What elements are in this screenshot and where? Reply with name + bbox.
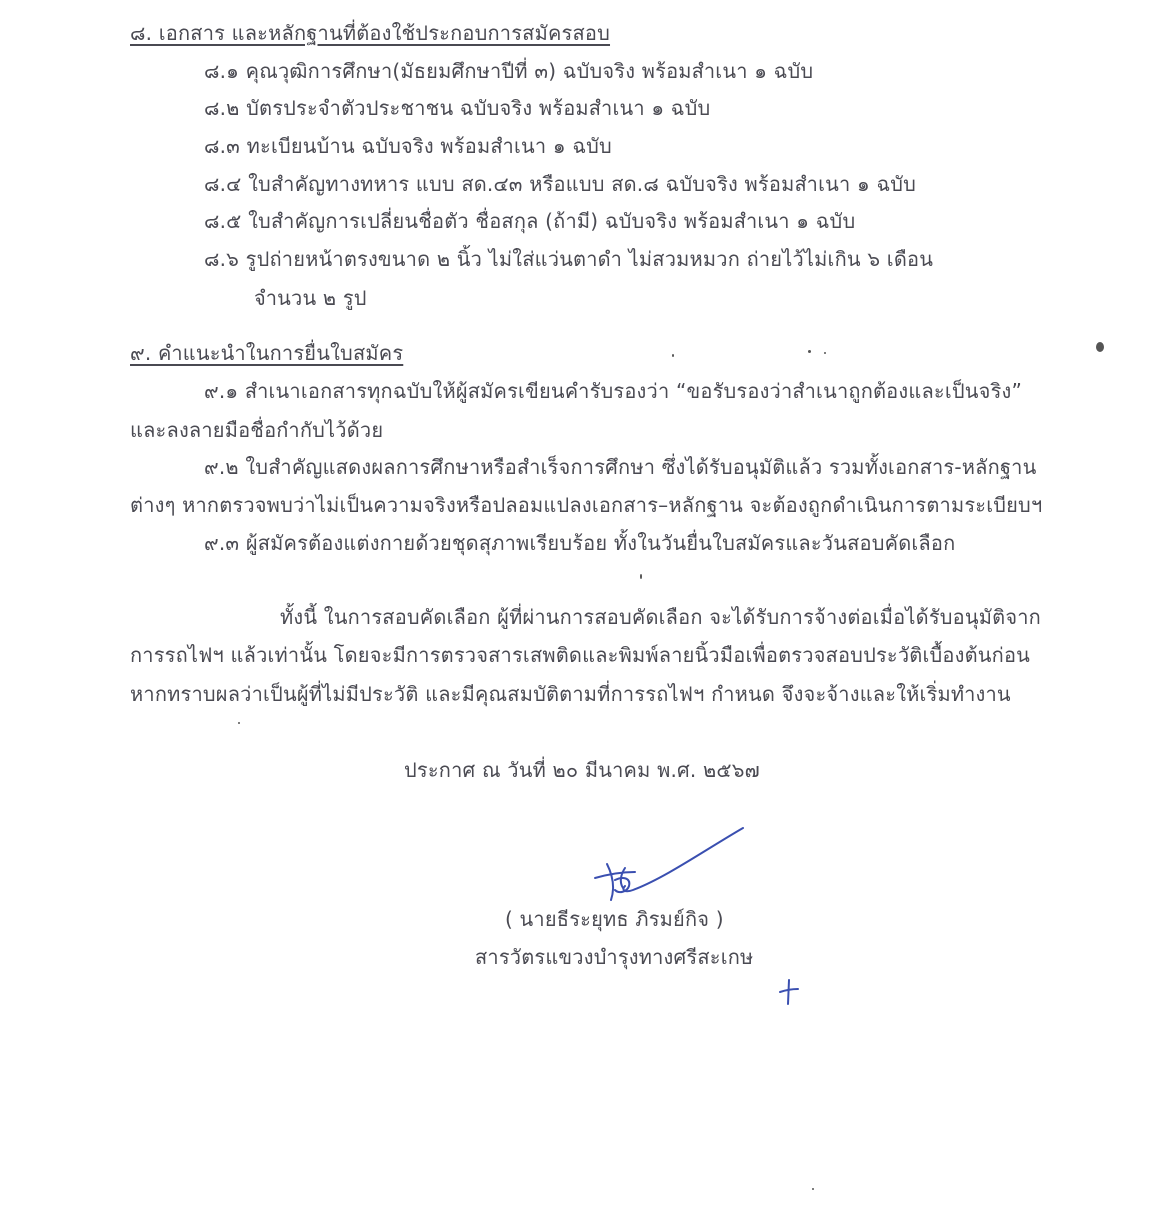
- closing-line-1: ทั้งนี้ ในการสอบคัดเลือก ผู้ที่ผ่านการสอบคัดเลือก จะได้รับการจ้างต่อเมื่อได้รับอนุมัติจาก: [280, 605, 1041, 629]
- closing-line-2: การรถไฟฯ แล้วเท่านั้น โดยจะมีการตรวจสารเสพติดและพิมพ์ลายนิ้วมือเพื่อตรวจสอบประวัติเบื้องต้นก่อน: [130, 643, 1031, 667]
- section-8-item-4: ๘.๔ ใบสำคัญทางทหาร แบบ สด.๔๓ หรือแบบ สด.๘ ฉบับจริง พร้อมสำเนา ๑ ฉบับ: [204, 172, 917, 196]
- section-9-item-3: ๙.๓ ผู้สมัครต้องแต่งกายด้วยชุดสุภาพเรียบร้อย ทั้งในวันยื่นใบสมัครและวันสอบคัดเลือก: [204, 531, 956, 555]
- section-8-item-2: ๘.๒ บัตรประจำตัวประชาชน ฉบับจริง พร้อมสำเนา ๑ ฉบับ: [204, 96, 711, 120]
- handwritten-signature: [585, 820, 755, 910]
- scan-speck: [640, 574, 642, 579]
- section-9-item-2-line-2: ต่างๆ หากตรวจพบว่าไม่เป็นความจริงหรือปลอมแปลงเอกสาร–หลักฐาน จะต้องถูกดำเนินการตามระเบียบฯ: [130, 493, 1043, 517]
- section-9-heading: ๙. คำแนะนำในการยื่นใบสมัคร: [130, 341, 404, 365]
- section-9-item-1-line-2: และลงลายมือชื่อกำกับไว้ด้วย: [130, 418, 384, 442]
- ink-mark: [776, 978, 802, 1006]
- scan-speck: [808, 350, 811, 353]
- section-8-item-6-continuation: จำนวน ๒ รูป: [254, 286, 367, 310]
- section-8-item-1: ๘.๑ คุณวุฒิการศึกษา(มัธยมศึกษาปีที่ ๓) ฉบับจริง พร้อมสำเนา ๑ ฉบับ: [204, 59, 814, 83]
- section-8-item-3: ๘.๓ ทะเบียนบ้าน ฉบับจริง พร้อมสำเนา ๑ ฉบับ: [204, 134, 612, 158]
- signatory-position: สารวัตรแขวงบำรุงทางศรีสะเกษ: [475, 945, 754, 969]
- section-8-item-6: ๘.๖ รูปถ่ายหน้าตรงขนาด ๒ นิ้ว ไม่ใส่แว่นตาดำ ไม่สวมหมวก ถ่ายไว้ไม่เกิน ๖ เดือน: [204, 247, 934, 271]
- section-9-item-1-line-1: ๙.๑ สำเนาเอกสารทุกฉบับให้ผู้สมัครเขียนคำรับรองว่า “ขอรับรองว่าสำเนาถูกต้องและเป็นจริง”: [204, 379, 1023, 403]
- scan-speck: [238, 722, 240, 724]
- scan-speck: [824, 352, 826, 354]
- section-8-item-5: ๘.๕ ใบสำคัญการเปลี่ยนชื่อตัว ชื่อสกุล (ถ้ามี) ฉบับจริง พร้อมสำเนา ๑ ฉบับ: [204, 209, 856, 233]
- section-9-item-2-line-1: ๙.๒ ใบสำคัญแสดงผลการศึกษาหรือสำเร็จการศึกษา ซึ่งได้รับอนุมัติแล้ว รวมทั้งเอกสาร-หลักฐาน: [204, 455, 1037, 479]
- scan-speck: [1096, 342, 1104, 352]
- closing-line-3: หากทราบผลว่าเป็นผู้ที่ไม่มีประวัติ และมีคุณสมบัติตามที่การรถไฟฯ กำหนด จึงจะจ้างและให้เริ่มทำงาน: [130, 682, 1011, 706]
- signatory-name: ( นายธีระยุทธ ภิรมย์กิจ ): [505, 907, 724, 931]
- announcement-date: ประกาศ ณ วันที่ ๒๐ มีนาคม พ.ศ. ๒๕๖๗: [404, 758, 760, 782]
- scan-speck: [672, 354, 674, 357]
- section-8-heading: ๘. เอกสาร และหลักฐานที่ต้องใช้ประกอบการสมัครสอบ: [130, 21, 611, 45]
- scan-speck: [812, 1188, 814, 1190]
